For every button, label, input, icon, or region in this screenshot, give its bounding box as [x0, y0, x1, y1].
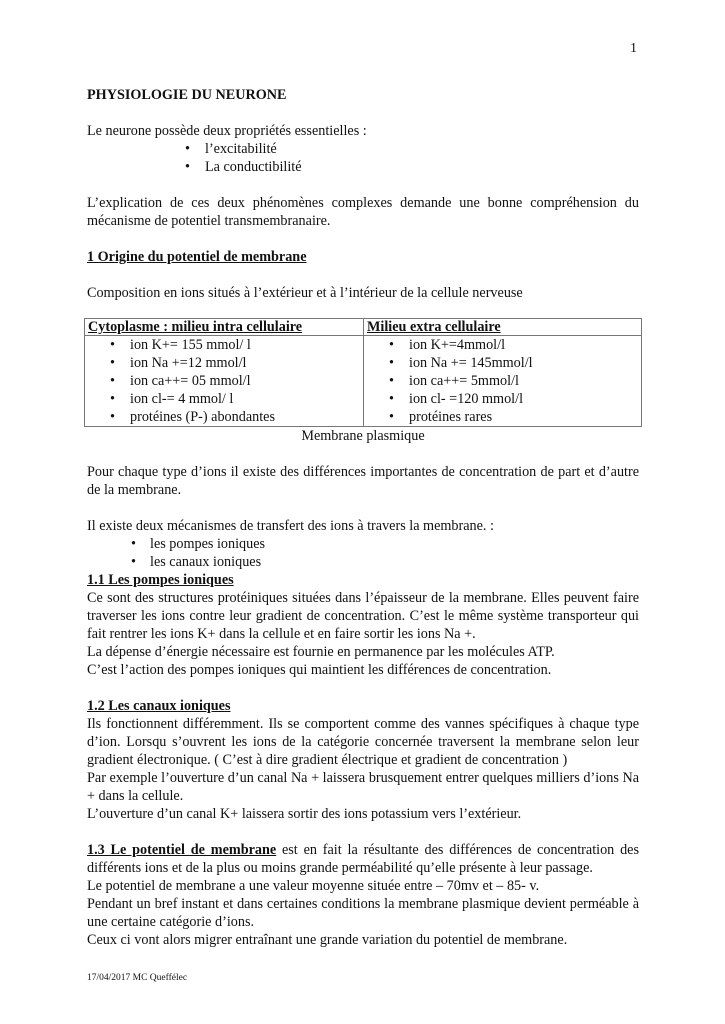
list-item: • ion cl-= 4 mmol/ l	[110, 391, 234, 407]
table-header-extra: Milieu extra cellulaire	[364, 319, 642, 336]
list-item: • ion K+= 155 mmol/ l	[110, 337, 251, 353]
properties-list	[87, 140, 639, 176]
document-title: PHYSIOLOGIE DU NEURONE	[87, 87, 287, 103]
list-item: • protéines rares	[389, 409, 493, 425]
channels-paragraph-3: L’ouverture d’un canal K+ laissera sortir des ions potassium vers l’extérieur.	[87, 806, 522, 822]
pumps-paragraph-2: La dépense d’énergie nécessaire est fournie en permanence par les molécules ATP.	[87, 644, 555, 660]
bullet-icon: •	[131, 536, 136, 552]
ion-composition-table	[84, 318, 642, 427]
list-item: • ion Na +=12 mmol/l	[110, 355, 247, 371]
list-item: • les canaux ioniques	[131, 554, 262, 570]
channels-paragraph-2: Par exemple l’ouverture d’un canal Na + laissera brusquement entrer quelques milliers d’ions Na + dans la cellule.	[87, 770, 639, 804]
bullet-icon: •	[389, 337, 394, 353]
page-footer: 17/04/2017 MC Queffélec	[87, 973, 188, 983]
explanation-paragraph: L’explication de ces deux phénomènes complexes demande une bonne compréhension du mécanisme de potentiel transmembranaire.	[87, 195, 639, 229]
mechanisms-text: Il existe deux mécanismes de transfert des ions à travers la membrane. :	[87, 518, 494, 534]
channels-paragraph-1: Ils fonctionnent différemment. Ils se comportent comme des vannes spécifiques à chaque type d’ion. Lorsqu s’ouvrent les ions de la catégorie concernée traversent la membrane selon leur gradient électronique. ( C’est à dire gradient électrique et gradient de concentration )	[87, 716, 639, 768]
bullet-icon: •	[389, 409, 394, 425]
potential-paragraph-3: Pendant un bref instant et dans certaines conditions la membrane plasmique devient perméable à une certaine catégorie d’ions.	[87, 896, 639, 930]
table-header-intra: Cytoplasme : milieu intra cellulaire	[85, 319, 364, 336]
differences-paragraph: Pour chaque type d’ions il existe des différences importantes de concentration de part et d’autre de la membrane.	[87, 464, 639, 498]
document-body	[87, 86, 639, 949]
composition-text: Composition en ions situés à l’extérieur et à l’intérieur de la cellule nerveuse	[87, 285, 523, 301]
pumps-paragraph-1: Ce sont des structures protéiniques situées dans l’épaisseur de la membrane. Elles peuvent faire traverser les ions contre leur gradient de concentration. C’est le même système transporteur qui fait rentrer les ions K+ dans la cellule et en faire sortir les ions Na +.	[87, 590, 639, 642]
bullet-icon: •	[110, 337, 115, 353]
section-1-1-heading: 1.1 Les pompes ioniques	[87, 572, 234, 588]
bullet-icon: •	[131, 554, 136, 570]
bullet-icon: •	[185, 159, 190, 175]
list-item: • ion cl- =120 mmol/l	[389, 391, 524, 407]
list-item: • ion ca++= 05 mmol/l	[110, 373, 251, 389]
bullet-icon: •	[389, 373, 394, 389]
pumps-paragraph-3: C’est l’action des pompes ioniques qui maintient les différences de concentration.	[87, 662, 552, 678]
bullet-icon: •	[110, 355, 115, 371]
list-item: • ion ca++= 5mmol/l	[389, 373, 519, 389]
list-item: • La conductibilité	[185, 159, 302, 175]
potential-paragraph-4: Ceux ci vont alors migrer entraînant une grande variation du potentiel de membrane.	[87, 932, 568, 948]
section-1-3-heading: 1.3 Le potentiel de membrane	[87, 842, 277, 858]
page-number: 1	[630, 41, 637, 56]
section-1-heading: 1 Origine du potentiel de membrane	[87, 249, 307, 265]
bullet-icon: •	[110, 373, 115, 389]
intro-text: Le neurone possède deux propriétés essentielles :	[87, 123, 367, 139]
section-1-2-heading: 1.2 Les canaux ioniques	[87, 698, 231, 714]
bullet-icon: •	[110, 409, 115, 425]
table-caption: Membrane plasmique	[301, 428, 425, 444]
list-item: • ion K+=4mmol/l	[389, 337, 506, 353]
bullet-icon: •	[110, 391, 115, 407]
table-cell-extra	[364, 336, 642, 427]
list-item: • protéines (P-) abondantes	[110, 409, 275, 425]
bullet-icon: •	[389, 355, 394, 371]
bullet-icon: •	[389, 391, 394, 407]
list-item: • l’excitabilité	[185, 141, 277, 157]
bullet-icon: •	[185, 141, 190, 157]
table-cell-intra	[85, 336, 364, 427]
mechanisms-list	[87, 535, 639, 571]
potential-paragraph-1: 1.3 Le potentiel de membrane est en fait la résultante des différences de concentration des différents ions et de la plus ou moins grande perméabilité qu’elle présente à leur passage.	[87, 842, 639, 876]
list-item: • les pompes ioniques	[131, 536, 266, 552]
list-item: • ion Na += 145mmol/l	[389, 355, 533, 371]
potential-paragraph-2: Le potentiel de membrane a une valeur moyenne située entre – 70mv et – 85- v.	[87, 878, 540, 894]
